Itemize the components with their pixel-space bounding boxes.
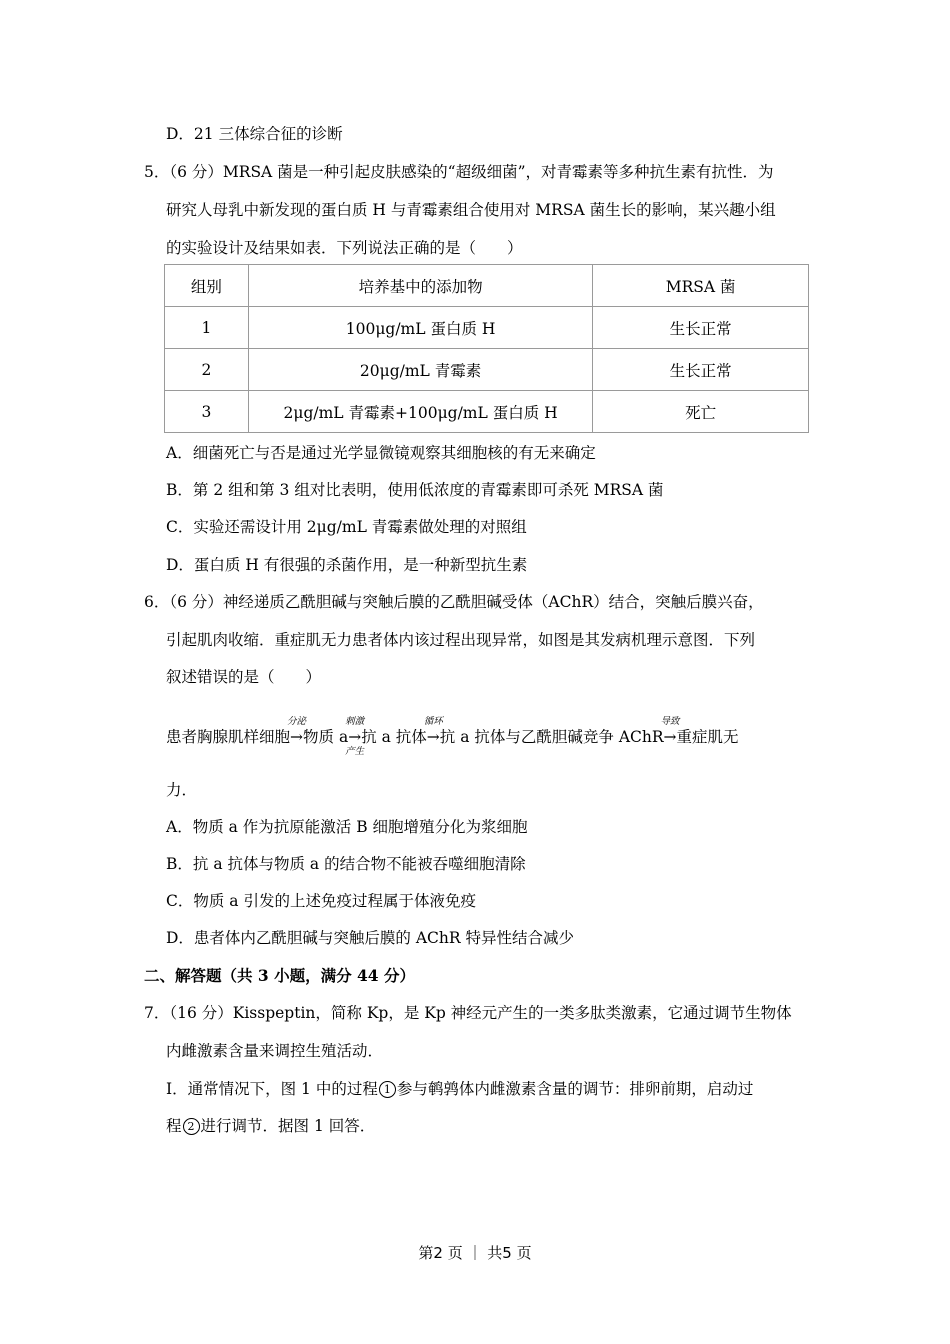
flow-arrow-circulate	[423, 716, 443, 747]
table-cell: 1	[165, 307, 249, 349]
flow-arrow-stimulate	[345, 716, 365, 757]
flow-step-disease: 重症肌无	[676, 728, 739, 746]
q6-stem-line1: 6．（6 分）神经递质乙酰胆碱与突触后膜的乙酰胆碱受体（AChR）结合，突触后膜兴奋，	[144, 593, 764, 611]
q6-option-d: D．患者体内乙酰胆碱与突触后膜的 AChR 特异性结合减少	[166, 929, 574, 947]
q7-part1-line1	[166, 1079, 753, 1099]
q6-option-b: B．抗 a 抗体与物质 a 的结合物不能被吞噬细胞清除	[166, 855, 526, 873]
q5-stem-line3: 的实验设计及结果如表．下列说法正确的是（ ）	[166, 239, 523, 257]
q5-option-d: D．蛋白质 H 有很强的杀菌作用，是一种新型抗生素	[166, 556, 528, 574]
q7-part1-line2	[166, 1116, 375, 1136]
arrow-icon: →	[348, 728, 362, 746]
q6-stem-line3: 叙述错误的是（ ）	[166, 668, 322, 686]
arrow-icon: →	[663, 728, 677, 746]
flow-arrow-secrete	[287, 716, 307, 747]
table-cell: 100μg/mL 蛋白质 H	[248, 307, 592, 349]
arrow-label: 循环	[423, 716, 443, 727]
flow-step-compete: 抗 a 抗体与乙酰胆碱竞争 AChR	[439, 728, 664, 746]
q6-stem-line2: 引起肌肉收缩．重症肌无力患者体内该过程出现异常，如图是其发病机理示意图．下列	[166, 631, 756, 649]
table-header-cell: MRSA 菌	[593, 265, 809, 307]
text: 进行调节．据图 1 回答．	[200, 1117, 376, 1135]
arrow-label: 刺激	[345, 716, 365, 727]
q6-option-a: A．物质 a 作为抗原能激活 B 细胞增殖分化为浆细胞	[166, 818, 528, 836]
q5-option-a: A．细菌死亡与否是通过光学显微镜观察其细胞核的有无来确定	[166, 444, 596, 462]
flow-step-substance: 物质 a	[303, 728, 349, 746]
q5-option-c: C．实验还需设计用 2μg/mL 青霉素做处理的对照组	[166, 518, 527, 536]
text: 参与鹌鹑体内雌激素含量的调节：排卵前期，启动过	[396, 1080, 754, 1098]
text: Ⅰ．通常情况下，图 1 中的过程	[166, 1080, 378, 1098]
q5-stem-line2: 研究人母乳中新发现的蛋白质 H 与青霉素组合使用对 MRSA 菌生长的影响，某兴趣小组	[166, 201, 776, 219]
flow-step-antibody: 抗 a 抗体	[361, 728, 427, 746]
page-footer: 第2 页 ｜ 共5 页	[418, 1244, 532, 1262]
table-cell: 死亡	[593, 391, 809, 433]
q5-option-b: B．第 2 组和第 3 组对比表明，使用低浓度的青霉素即可杀死 MRSA 菌	[166, 481, 664, 499]
arrow-icon: →	[426, 728, 440, 746]
q6-option-c: C．物质 a 引发的上述免疫过程属于体液免疫	[166, 892, 476, 910]
table-cell: 20μg/mL 青霉素	[248, 349, 592, 391]
table-cell: 2	[165, 349, 249, 391]
q5-stem-line1: 5．（6 分）MRSA 菌是一种引起皮肤感染的“超级细菌”，对青霉素等多种抗生素有抗性．为	[144, 163, 774, 181]
circled-number-1: 1	[379, 1081, 396, 1098]
text: 程	[166, 1117, 182, 1135]
table-header-row	[165, 265, 809, 307]
q5-results-table	[164, 264, 809, 433]
flow-step-cells: 患者胸腺肌样细胞	[166, 728, 291, 746]
q4-option-d: D．21 三体综合征的诊断	[166, 125, 343, 143]
q7-stem-line1: 7．（16 分）Kisspeptin，简称 Kp，是 Kp 神经元产生的一类多肽类激素，它通过调节生物体	[144, 1004, 792, 1022]
flow-arrow-cause	[660, 716, 680, 747]
table-row	[165, 349, 809, 391]
table-header-cell: 组别	[165, 265, 249, 307]
q7-stem-line2: 内雌激素含量来调控生殖活动．	[166, 1042, 384, 1060]
arrow-icon: →	[290, 728, 304, 746]
q6-flow-continuation: 力．	[166, 781, 198, 799]
table-cell: 2μg/mL 青霉素+100μg/mL 蛋白质 H	[248, 391, 592, 433]
table-header-cell: 培养基中的添加物	[248, 265, 592, 307]
q6-flow-diagram	[166, 716, 739, 757]
section-title: 二、解答题（共 3 小题，满分 44 分）	[144, 966, 415, 985]
arrow-label: 导致	[660, 716, 680, 727]
circled-number-2: 2	[183, 1118, 200, 1135]
arrow-label: 产生	[345, 746, 365, 757]
table-cell: 3	[165, 391, 249, 433]
table-cell: 生长正常	[593, 307, 809, 349]
table-cell: 生长正常	[593, 349, 809, 391]
arrow-label: 分泌	[287, 716, 307, 727]
table-row	[165, 391, 809, 433]
table-row	[165, 307, 809, 349]
